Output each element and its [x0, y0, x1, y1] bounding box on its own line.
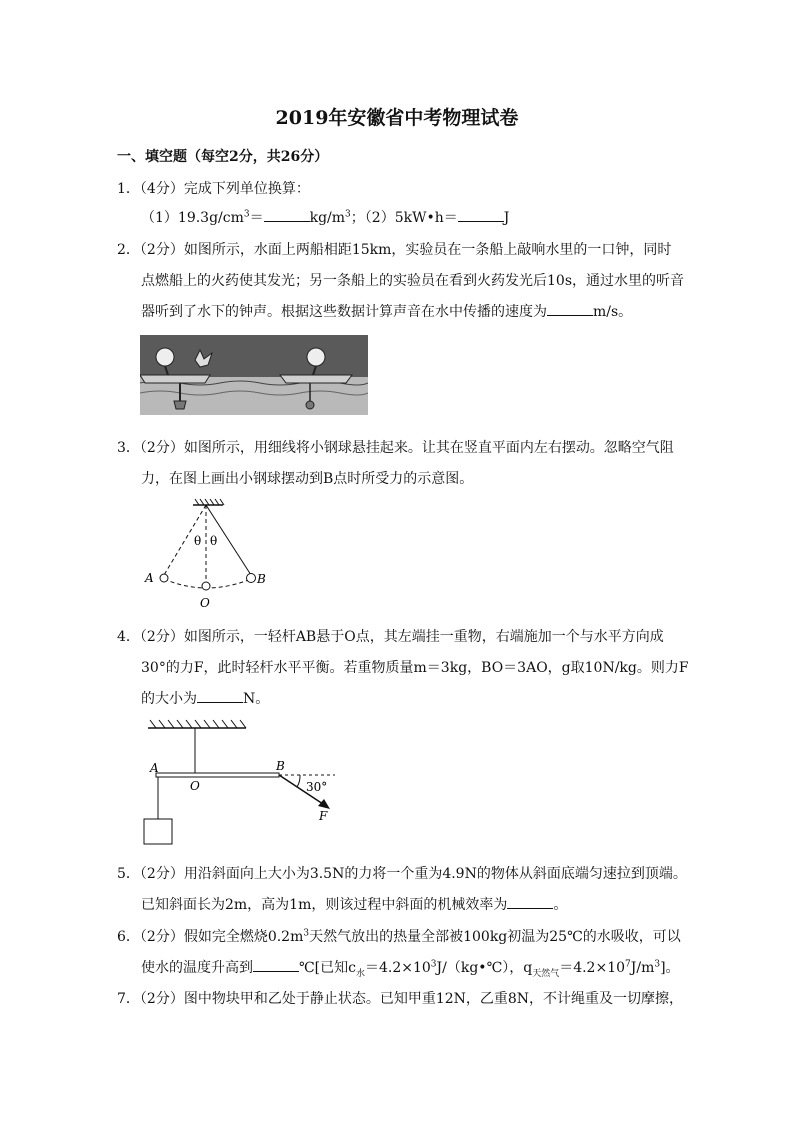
q6-l2a: 使水的温度升高到 — [141, 960, 253, 976]
q1-unit-j: J — [503, 210, 510, 226]
q3-line1: 3．（2分）如图所示，用细线将小钢球悬挂起来。让其在竖直平面内左右摆动。忽略空气阻 — [117, 440, 674, 456]
page-title: 2019年安徽省中考物理试卷 — [275, 107, 519, 129]
q6-l2f: J/m — [630, 960, 655, 976]
q6-blank[interactable] — [253, 959, 299, 972]
q1-sup1: 3 — [243, 209, 250, 220]
q2-line2: 点燃船上的火药使其发光；另一条船上的实验员在看到火药发光后10s，通过水里的听音 — [141, 273, 684, 289]
q4-line2: 30°的力F，此时轻杆水平平衡。若重物质量m＝3kg，BO＝3AO，g取10N/kg。则力F — [141, 660, 689, 676]
q5-blank[interactable] — [507, 896, 553, 909]
q6-l2b: ℃[已知c — [299, 960, 356, 976]
q4-unit: N。 — [243, 691, 270, 707]
q1-unit: kg/m — [309, 210, 346, 226]
q7-line1: 7．（2分）图中物块甲和乙处于静止状态。已知甲重12N，乙重8N，不计绳重及一切摩擦， — [117, 991, 684, 1007]
point-b-label: B — [257, 572, 266, 586]
q6-l1b: 天然气放出的热量全部被100kg初温为25℃的水吸收，可以 — [309, 929, 681, 945]
q2-line3-text: 器听到了水下的钟声。根据这些数据计算声音在水中传播的速度为 — [141, 304, 547, 320]
q1-equals: ＝ — [249, 210, 264, 226]
q4-line3 — [141, 688, 269, 708]
lever-b-label: B — [276, 759, 285, 773]
q1-sup2: 3 — [345, 209, 351, 220]
q6-l2d: J/（kg•℃），q — [436, 960, 533, 976]
q6-sup-m3: 3 — [654, 959, 661, 970]
theta-left-label: θ — [194, 534, 202, 548]
section-heading: 一、填空题（每空2分，共26分） — [117, 149, 329, 165]
q4-blank[interactable] — [197, 690, 243, 703]
q5-line1: 5．（2分）用沿斜面向上大小为3.5N的力将一个重为4.9N的物体从斜面底端匀速拉到顶端。 — [117, 866, 687, 882]
q1-part1: （1）19.3g/cm — [141, 210, 244, 226]
q1-stem: 1．（4分）完成下列单位换算： — [117, 181, 310, 197]
q2-unit: m/s。 — [593, 304, 633, 320]
q5-period: 。 — [553, 897, 568, 913]
q6-sub-gas: 天然气 — [532, 968, 560, 979]
q4-line3-text: 的大小为 — [141, 691, 197, 707]
q6-sup-7: 7 — [625, 959, 631, 970]
q6-l1a: 6．（2分）假如完全燃烧0.2m — [117, 929, 304, 945]
q6-sup-3: 3 — [430, 959, 437, 970]
q6-l2e: ＝4.2×10 — [559, 960, 626, 976]
lever-o-label: O — [190, 779, 200, 793]
q1-conversion — [141, 207, 509, 227]
q5-line2 — [141, 894, 567, 914]
q6-l1sup: 3 — [303, 928, 310, 939]
angle-label: 30° — [306, 780, 328, 794]
q4-lever-figure — [140, 714, 345, 846]
q3-line2: 力，在图上画出小钢球摆动到B点时所受力的示意图。 — [141, 471, 474, 487]
q5-line2-text: 已知斜面长为2m，高为1m，则该过程中斜面的机械效率为 — [141, 897, 508, 913]
lever-a-label: A — [150, 761, 159, 775]
q2-line1: 2．（2分）如图所示，水面上两船相距15km，实验员在一条船上敲响水里的一口钟，同时 — [117, 242, 672, 258]
q4-line1: 4．（2分）如图所示，一轻杆AB悬于O点，其左端挂一重物，右端施加一个与水平方向成 — [117, 629, 664, 645]
q6-l2g: ]。 — [660, 960, 680, 976]
q1-blank-1[interactable] — [264, 209, 310, 222]
q6-sub-water: 水 — [355, 968, 365, 979]
theta-right-label: θ — [210, 534, 218, 548]
force-f-label: F — [319, 809, 328, 823]
q2-blank[interactable] — [547, 303, 593, 316]
point-o-label: O — [200, 596, 210, 610]
q6-line1 — [117, 926, 681, 946]
q2-line3 — [141, 301, 632, 321]
q1-part2: ；（2）5kW•h＝ — [350, 210, 458, 226]
point-a-label: A — [145, 571, 154, 585]
q2-figure — [140, 335, 368, 415]
q6-l2c: ＝4.2×10 — [364, 960, 431, 976]
q1-blank-2[interactable] — [458, 209, 504, 222]
q6-line2 — [141, 957, 680, 977]
q3-pendulum-figure — [138, 497, 268, 612]
